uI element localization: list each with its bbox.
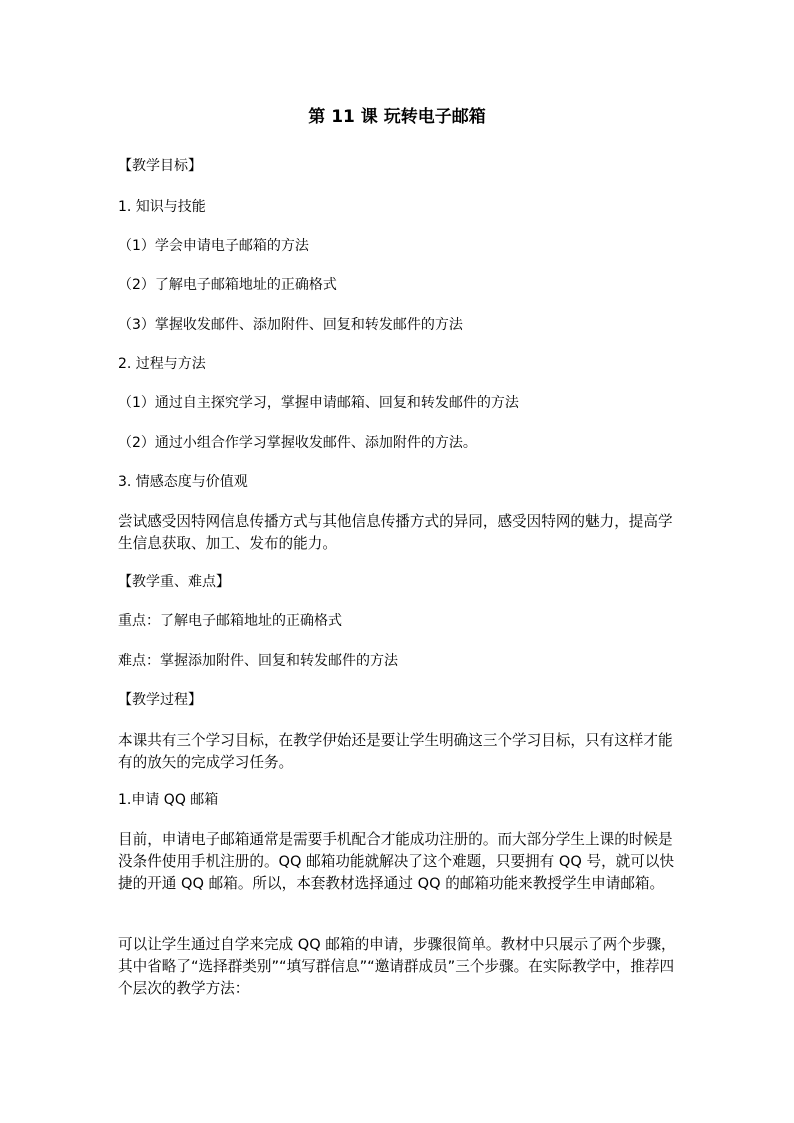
objective-1-3: （3）掌握收发邮件、添加附件、回复和转发邮件的方法 <box>118 317 463 333</box>
process-intro: 本课共有三个学习目标，在教学伊始还是要让学生明确这三个学习目标，只有这样才能有的放矢的完成学习任务。 <box>118 732 673 771</box>
objective-3-heading: 3. 情感态度与价值观 <box>118 474 248 490</box>
section-heading-process: 【教学过程】 <box>118 692 202 708</box>
objective-1-1: （1）学会申请电子邮箱的方法 <box>118 238 309 254</box>
objective-2-heading: 2. 过程与方法 <box>118 356 206 372</box>
section-heading-objectives: 【教学目标】 <box>118 158 202 174</box>
difficult-point: 难点：掌握添加附件、回复和转发邮件的方法 <box>118 653 398 669</box>
objective-2-1: （1）通过自主探究学习，掌握申请邮箱、回复和转发邮件的方法 <box>118 395 519 411</box>
objective-1-heading: 1. 知识与技能 <box>118 199 206 215</box>
step-1-paragraph-2: 可以让学生通过自学来完成 QQ 邮箱的申请，步骤很简单。教材中只展示了两个步骤，其中省略了“选择群类别”“填写群信息”“邀请群成员”三个步骤。在实际教学中，推荐四个层次的教学方法： <box>118 936 676 997</box>
section-heading-key-points: 【教学重、难点】 <box>118 574 230 590</box>
step-1-paragraph-1: 目前，申请电子邮箱通常是需要手机配合才能成功注册的。而大部分学生上课的时候是没条件使用手机注册的。QQ 邮箱功能就解决了这个难题，只要拥有 QQ 号，就可以快捷的开通 QQ 邮箱。所以，本套教材选择通过 QQ 的邮箱功能来教授学生申请邮箱。 <box>118 831 675 892</box>
objective-1-2: （2）了解电子邮箱地址的正确格式 <box>118 277 337 293</box>
objective-2-2: （2）通过小组合作学习掌握收发邮件、添加附件的方法。 <box>118 435 477 451</box>
key-point: 重点：了解电子邮箱地址的正确格式 <box>118 613 342 629</box>
step-1-heading: 1.申请 QQ 邮箱 <box>118 792 219 808</box>
page-title: 第 11 课 玩转电子邮箱 <box>308 107 486 127</box>
objective-3-text: 尝试感受因特网信息传播方式与其他信息传播方式的异同，感受因特网的魅力，提高学生信息获取、加工、发布的能力。 <box>118 513 673 552</box>
